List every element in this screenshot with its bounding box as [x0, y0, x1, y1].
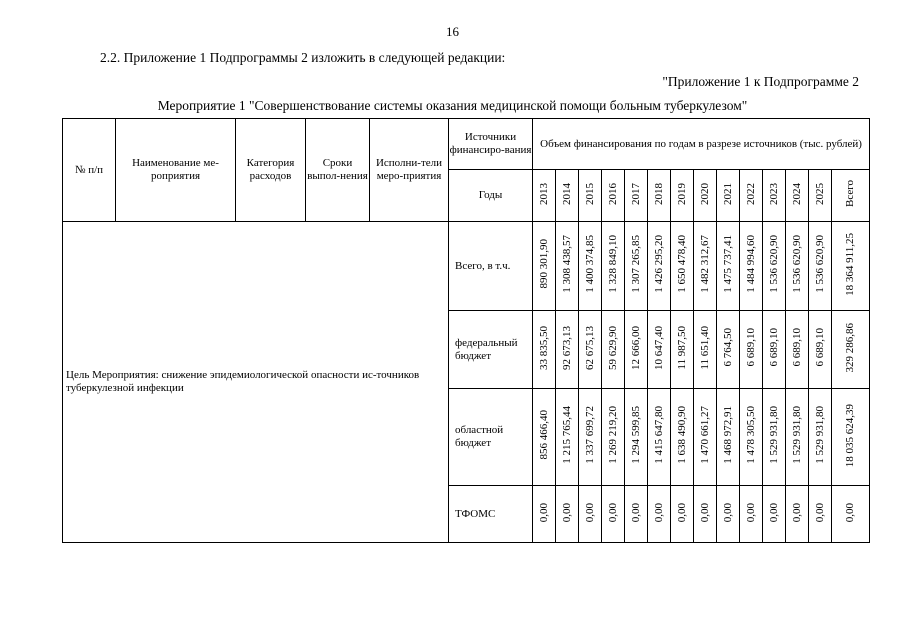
year-label: 2025	[813, 182, 826, 205]
goal-text: Цель Мероприятия: снижение эпидемиологической опасности ис-точников туберкулезной инфекции	[63, 222, 449, 543]
year-header	[602, 170, 625, 222]
funding-value-cell	[809, 311, 832, 389]
header-name: Наименование ме-роприятия	[116, 119, 236, 222]
funding-value: 1 468 972,91	[721, 406, 734, 465]
year-header	[648, 170, 671, 222]
funding-value: 0,00	[721, 502, 734, 522]
funding-value-cell	[832, 389, 870, 486]
funding-value-cell	[717, 389, 740, 486]
appendix-label: "Приложение 1 к Подпрограмме 2	[662, 74, 859, 89]
funding-value: 33 835,50	[537, 325, 550, 370]
funding-value-cell	[602, 389, 625, 486]
year-label: 2016	[606, 182, 619, 205]
header-category: Категория расходов	[236, 119, 306, 222]
funding-value-cell	[556, 389, 579, 486]
funding-value-cell	[809, 486, 832, 543]
page-number: 16	[446, 24, 459, 39]
intro-text: 2.2. Приложение 1 Подпрограммы 2 изложить в следующей редакции:	[100, 50, 506, 65]
funding-value: 1 529 931,80	[767, 406, 780, 465]
year-header	[694, 170, 717, 222]
funding-value-cell	[625, 389, 648, 486]
year-header	[832, 170, 870, 222]
funding-value: 0,00	[767, 502, 780, 522]
funding-value: 1 475 737,41	[721, 235, 734, 294]
funding-value-cell	[740, 311, 763, 389]
year-header	[671, 170, 694, 222]
funding-value: 1 536 620,90	[767, 235, 780, 294]
year-label: 2021	[721, 182, 734, 205]
funding-value-cell	[556, 311, 579, 389]
funding-value: 1 269 219,20	[606, 406, 619, 465]
funding-value-cell	[579, 486, 602, 543]
funding-value: 1 478 305,50	[744, 406, 757, 465]
funding-value: 6 689,10	[744, 328, 757, 367]
funding-value: 0,00	[652, 502, 665, 522]
funding-value: 1 638 490,90	[675, 406, 688, 465]
funding-value-cell	[533, 311, 556, 389]
table-row	[63, 222, 870, 311]
funding-value: 1 426 295,20	[652, 235, 665, 294]
funding-value-cell	[648, 486, 671, 543]
header-number: № п/п	[63, 119, 116, 222]
funding-value-cell	[717, 222, 740, 311]
funding-value-cell	[717, 486, 740, 543]
funding-value: 1 307 265,85	[629, 235, 642, 294]
funding-value: 1 415 647,80	[652, 406, 665, 465]
year-header	[579, 170, 602, 222]
funding-value: 1 337 699,72	[583, 406, 596, 465]
funding-source: Всего, в т.ч.	[449, 222, 533, 311]
header-executors: Исполни-тели меро-приятия	[370, 119, 449, 222]
funding-value-cell	[740, 389, 763, 486]
funding-value-cell	[625, 311, 648, 389]
funding-value-cell	[671, 222, 694, 311]
funding-value: 1 400 374,85	[583, 235, 596, 294]
funding-value: 0,00	[537, 502, 550, 522]
funding-value-cell	[786, 222, 809, 311]
year-header	[763, 170, 786, 222]
header-funding: Объем финансирования по годам в разрезе источников (тыс. рублей)	[533, 119, 870, 170]
funding-value: 856 466,40	[537, 410, 550, 460]
funding-value-cell	[625, 222, 648, 311]
year-label: 2014	[560, 182, 573, 205]
year-label: 2015	[583, 182, 596, 205]
funding-value: 1 650 478,40	[675, 235, 688, 294]
year-label: 2022	[744, 182, 757, 205]
event-title: Мероприятие 1 "Совершенствование системы оказания медицинской помощи больным туберкулезом"	[157, 98, 748, 113]
year-label: 2024	[790, 182, 803, 205]
funding-value: 0,00	[844, 502, 857, 522]
funding-value: 11 651,40	[698, 325, 711, 370]
funding-value: 10 647,40	[652, 325, 665, 370]
funding-table	[62, 118, 870, 543]
funding-value: 62 675,13	[583, 325, 596, 370]
header-years-label: Годы	[449, 170, 533, 222]
funding-value: 92 673,13	[560, 325, 573, 370]
funding-value: 0,00	[560, 502, 573, 522]
funding-value: 12 666,00	[629, 325, 642, 370]
year-header	[556, 170, 579, 222]
year-label: 2017	[629, 182, 642, 205]
funding-value-cell	[717, 311, 740, 389]
funding-value-cell	[694, 389, 717, 486]
funding-value-cell	[625, 486, 648, 543]
funding-value-cell	[832, 222, 870, 311]
funding-value-cell	[602, 311, 625, 389]
year-label: 2018	[652, 182, 665, 205]
year-label: 2019	[675, 182, 688, 205]
funding-value-cell	[832, 486, 870, 543]
funding-value-cell	[648, 311, 671, 389]
funding-value: 0,00	[790, 502, 803, 522]
funding-value: 0,00	[583, 502, 596, 522]
year-label: 2020	[698, 182, 711, 205]
funding-value: 1 536 620,90	[790, 235, 803, 294]
funding-value-cell	[602, 222, 625, 311]
funding-value-cell	[648, 222, 671, 311]
funding-value-cell	[786, 389, 809, 486]
funding-value: 18 364 911,25	[844, 232, 857, 296]
funding-value-cell	[671, 389, 694, 486]
funding-value: 6 689,10	[790, 328, 803, 367]
funding-value-cell	[763, 389, 786, 486]
year-header	[717, 170, 740, 222]
funding-value-cell	[671, 486, 694, 543]
funding-value-cell	[556, 486, 579, 543]
funding-value: 1 294 599,85	[629, 406, 642, 465]
year-header	[740, 170, 763, 222]
funding-source: ТФОМС	[449, 486, 533, 543]
funding-value: 1 529 931,80	[813, 406, 826, 465]
funding-value: 0,00	[606, 502, 619, 522]
funding-value-cell	[602, 486, 625, 543]
funding-value: 59 629,90	[606, 325, 619, 370]
funding-value: 1 328 849,10	[606, 235, 619, 294]
funding-value: 18 035 624,39	[844, 403, 857, 467]
funding-value: 1 484 994,60	[744, 235, 757, 294]
funding-value: 0,00	[744, 502, 757, 522]
funding-value-cell	[533, 389, 556, 486]
year-header	[786, 170, 809, 222]
funding-value: 1 529 931,80	[790, 406, 803, 465]
funding-value: 329 286,86	[844, 322, 857, 373]
funding-value: 11 987,50	[675, 325, 688, 370]
funding-value: 6 689,10	[767, 328, 780, 367]
funding-value: 6 764,50	[721, 328, 734, 367]
funding-value: 890 301,90	[537, 239, 550, 289]
funding-value: 1 536 620,90	[813, 235, 826, 294]
funding-source: федеральный бюджет	[449, 311, 533, 389]
funding-value: 1 482 312,67	[698, 235, 711, 294]
funding-value-cell	[533, 486, 556, 543]
funding-value-cell	[648, 389, 671, 486]
year-header	[809, 170, 832, 222]
funding-value-cell	[556, 222, 579, 311]
funding-value-cell	[786, 311, 809, 389]
funding-value-cell	[832, 311, 870, 389]
funding-value-cell	[763, 222, 786, 311]
year-label: Всего	[844, 180, 857, 208]
year-label: 2013	[537, 182, 550, 205]
funding-value-cell	[671, 311, 694, 389]
funding-value: 6 689,10	[813, 328, 826, 367]
funding-value-cell	[809, 389, 832, 486]
funding-value-cell	[809, 222, 832, 311]
funding-value-cell	[579, 389, 602, 486]
funding-value-cell	[786, 486, 809, 543]
funding-value: 0,00	[675, 502, 688, 522]
funding-value: 0,00	[813, 502, 826, 522]
funding-value-cell	[694, 222, 717, 311]
funding-value: 0,00	[698, 502, 711, 522]
funding-value-cell	[694, 311, 717, 389]
funding-source: областной бюджет	[449, 389, 533, 486]
year-header	[625, 170, 648, 222]
funding-value: 1 215 765,44	[560, 406, 573, 465]
year-label: 2023	[767, 182, 780, 205]
funding-value: 0,00	[629, 502, 642, 522]
header-sources: Источники финансиро-вания	[449, 119, 533, 170]
header-deadline: Сроки выпол-нения	[306, 119, 370, 222]
funding-value-cell	[740, 222, 763, 311]
funding-value: 1 308 438,57	[560, 235, 573, 294]
funding-value-cell	[533, 222, 556, 311]
funding-value-cell	[763, 311, 786, 389]
year-header	[533, 170, 556, 222]
funding-value-cell	[579, 311, 602, 389]
funding-value-cell	[579, 222, 602, 311]
funding-value-cell	[740, 486, 763, 543]
funding-value: 1 470 661,27	[698, 406, 711, 465]
funding-value-cell	[694, 486, 717, 543]
funding-value-cell	[763, 486, 786, 543]
